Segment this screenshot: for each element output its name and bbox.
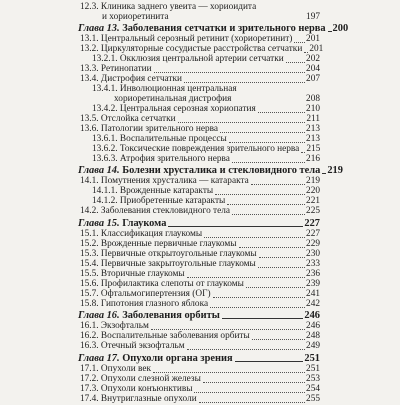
page-number: 204 xyxy=(306,63,320,74)
entry-text: 13.4.2. Центральная серозная хориопатия xyxy=(92,103,256,114)
entry-text: 13.6.3. Атрофия зрительного нерва xyxy=(92,153,230,164)
entry-text: 17.3. Опухоли конъюнктивы xyxy=(80,383,193,394)
page-number: 251 xyxy=(304,352,320,364)
chapter-number: Глава 13. xyxy=(78,23,120,34)
page-number: 197 xyxy=(306,11,320,22)
page-number: 230 xyxy=(306,248,320,259)
leader-line xyxy=(232,162,305,163)
entry-text: и хориоретинита xyxy=(102,11,169,22)
page-number: 242 xyxy=(306,298,320,309)
entry-text: 13.3. Ретинопатии xyxy=(80,63,152,74)
page-number: 246 xyxy=(306,321,320,332)
entry-text: 13.2. Циркуляторные сосудистые расстройства сетчатки xyxy=(80,43,303,54)
page-number: 221 xyxy=(306,196,320,207)
entry-text: Опухоли органа зрения xyxy=(119,352,233,364)
page-number: 255 xyxy=(306,393,320,404)
page-number: 229 xyxy=(306,238,320,249)
toc-entry-title xyxy=(80,394,197,405)
toc-entry xyxy=(102,11,320,23)
entry-text: 13.4.1. Инволюционная центральная xyxy=(92,83,237,94)
chapter-number: Глава 14. xyxy=(78,165,120,177)
page-number: 236 xyxy=(306,268,320,279)
page-number: 201 xyxy=(306,33,320,44)
page-number: 225 xyxy=(306,206,320,217)
page-number: 249 xyxy=(306,341,320,352)
page-number: 201 xyxy=(309,43,324,54)
entry-text: 14.1. Помутнения хрусталика — катаракта xyxy=(80,176,249,187)
leader-line xyxy=(199,402,305,403)
page-number: 246 xyxy=(304,310,320,322)
entry-text: Глаукома xyxy=(119,217,167,229)
toc-entry xyxy=(92,153,320,165)
entry-text: 17.4. Внутриглазные опухоли xyxy=(80,393,197,404)
page-number: 213 xyxy=(306,123,320,134)
leader-line xyxy=(322,173,326,174)
page-number: 254 xyxy=(306,383,320,394)
leader-line xyxy=(168,226,303,227)
page-number: 253 xyxy=(306,373,320,384)
entry-text: 14.1.1. Врожденные катаракты xyxy=(92,186,214,197)
entry-text: хориоретинальная дистрофия xyxy=(114,93,232,104)
page-number: 202 xyxy=(306,53,320,64)
page-number: 227 xyxy=(306,228,320,239)
entry-text: 13.1. Центральный серозный ретинит (хориоретинит) xyxy=(80,33,293,44)
entry-text: 13.2.1. Окклюзия центральной артерии сетчатки xyxy=(92,53,284,64)
page-number: 241 xyxy=(306,288,320,299)
leader-line xyxy=(187,349,305,350)
toc-entry xyxy=(80,298,320,310)
entry-text: 13.6.1. Воспалительные процессы xyxy=(92,133,227,144)
toc-entry-title xyxy=(80,341,185,352)
chapter-number: Глава 15. xyxy=(78,217,120,229)
page-number: 220 xyxy=(306,186,320,197)
page-number: 248 xyxy=(306,331,320,342)
page-number: 227 xyxy=(304,217,320,229)
toc-entry xyxy=(80,393,320,405)
page-number: 211 xyxy=(306,113,320,124)
entry-text: 14.1.2. Приобретенные катаракты xyxy=(92,196,226,207)
entry-text: 17.2. Опухоли слезной железы xyxy=(80,373,201,384)
entry-text: 15.2. Врожденные первичные глаукомы xyxy=(80,238,237,249)
toc-entry-title xyxy=(80,206,230,217)
entry-text: Болезни хрусталика и стекловидного тела xyxy=(119,165,321,177)
page-number: 251 xyxy=(306,363,320,374)
page-number: 207 xyxy=(306,73,320,84)
entry-text: 13.4. Дистрофия сетчатки xyxy=(80,73,182,84)
entry-text: 14.2. Заболевания стекловидного тела xyxy=(80,206,231,217)
page-number: 216 xyxy=(306,153,320,164)
entry-text: 15.7. Офтальмогипертензия (ОГ) xyxy=(80,288,211,299)
toc-entry-title xyxy=(80,299,208,310)
page-number: 200 xyxy=(332,23,349,34)
page-number: 233 xyxy=(306,258,320,269)
leader-line xyxy=(235,361,304,362)
entry-text: 13.6.2. Токсические повреждения зрительного нерва xyxy=(92,143,300,154)
leader-line xyxy=(222,318,304,319)
page-number: 208 xyxy=(306,93,320,104)
chapter-number: Глава 17. xyxy=(78,352,120,364)
toc-entry-title xyxy=(102,12,169,23)
page-number: 219 xyxy=(306,176,320,187)
entry-text: 15.3. Первичные открытоугольные глаукомы xyxy=(80,248,257,259)
entry-text: Заболевания орбиты xyxy=(119,310,220,322)
page-number: 215 xyxy=(306,143,321,154)
leader-line xyxy=(232,214,305,215)
page-number: 239 xyxy=(306,278,320,289)
toc-entry xyxy=(80,340,320,352)
page-number: 213 xyxy=(306,133,320,144)
toc-entry-title xyxy=(92,154,230,165)
entry-text: 15.8. Гипотония глазного яблока xyxy=(80,298,209,309)
chapter-number: Глава 16. xyxy=(78,310,120,322)
entry-text: 16.2. Воспалительные заболевания орбиты xyxy=(80,331,250,342)
entry-text: 13.6. Патологии зрительного нерва xyxy=(80,123,219,134)
entry-text: 16.3. Отечный экзофтальм xyxy=(80,341,185,352)
leader-line xyxy=(210,307,305,308)
entry-text: 12.3. Клиника заднего увеита — хориоидита xyxy=(80,1,257,12)
entry-text: 15.4. Первичные закрытоугольные глаукомы xyxy=(80,258,256,269)
entry-text: 15.1. Классификация глаукомы xyxy=(80,228,203,239)
entry-text: 13.5. Отслойка сетчатки xyxy=(80,113,176,124)
entry-text: 15.5. Вторичные глаукомы xyxy=(80,268,185,279)
toc-entry xyxy=(80,205,320,217)
page-number: 210 xyxy=(306,103,320,114)
entry-text: 16.1. Экзофтальм xyxy=(80,321,149,332)
entry-text: Заболевания сетчатки и зрительного нерва xyxy=(119,23,326,34)
page-number: 219 xyxy=(327,165,343,177)
entry-text: 15.6. Профилактика слепоты от глаукомы xyxy=(80,278,244,289)
entry-text: 17.1. Опухоли век xyxy=(80,363,151,374)
leader-line xyxy=(328,31,332,32)
